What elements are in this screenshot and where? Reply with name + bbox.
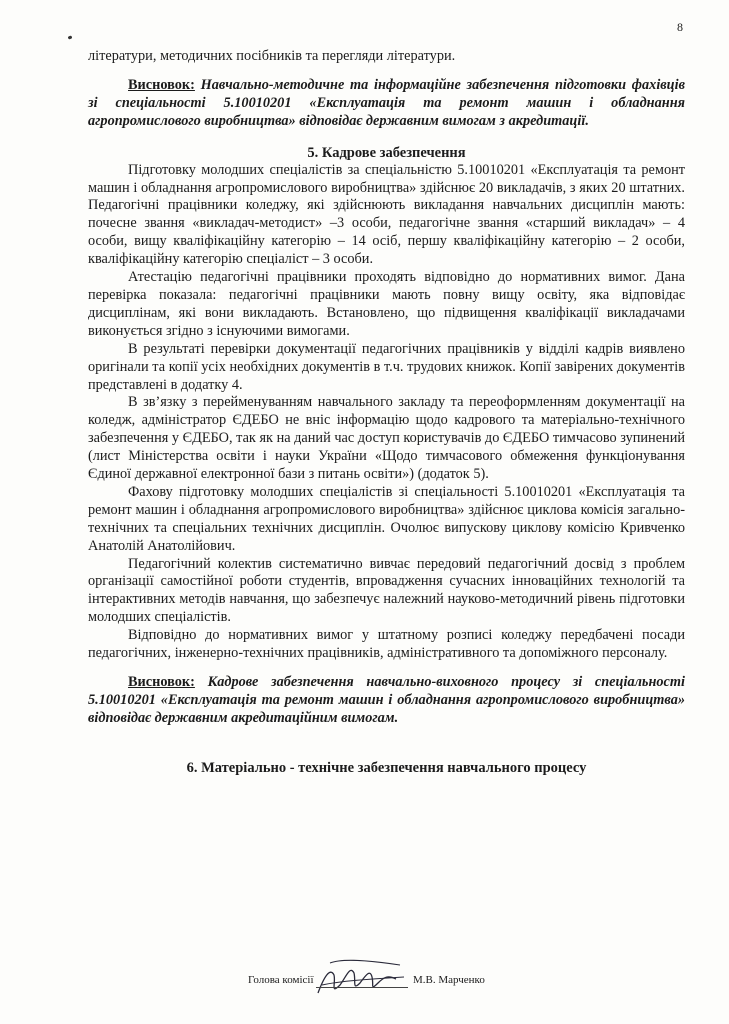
conclusion-label: Висновок: <box>128 674 195 690</box>
paragraph-documents-check: В результаті перевірки документації педагогічних працівників у відділі кадрів виявлено оригінали та копії усіх необхідних документів в т.ч. трудових книжок. Копії завірених документів представлені в додатку 4. <box>88 340 685 393</box>
conclusion-text: Кадрове забезпечення навчально-виховного процесу зі спеціальності 5.10010201 «Експлуатація та ремонт машин і обладнання агропромислового виробництва» відповідає державним акредитаційним вимогам. <box>88 674 685 726</box>
conclusion-educational-support <box>88 77 685 131</box>
page-number: 8 <box>677 20 683 34</box>
signer-name: М.В. Марченко <box>413 974 485 986</box>
handwritten-signature <box>300 955 420 1005</box>
paragraph-pedagogical-team: Педагогічний колектив систематично вивчає передовий педагогічний досвід з проблем організації самостійної роботи студентів, впровадження сучасних інноваційних технологій та інтерактивних методів навчання, що забезпечує належний науково-методичний рівень підготовки молодших спеціалістів. <box>88 555 685 626</box>
document-body <box>88 48 685 777</box>
paragraph-staff-count: Підготовку молодших спеціалістів за спеціальністю 5.10010201 «Експлуатація та ремонт машин і обладнання агропромислового виробництва» здійснює 20 викладачів, з яких 20 штатних. Педагогічні працівники коледжу, які здійснюють викладання навчальних дисциплін мають: почесне звання «викладач-методист» –3 особи, педагогічне звання «старший викладач» – 4 особи, вищу кваліфікаційну категорію – 14 осіб, першу кваліфікаційну категорію – 2 особи, кваліфікаційну категорію спеціаліст – 3 особи. <box>88 161 685 268</box>
paragraph-cycle-commission: Фахову підготовку молодших спеціалістів зі спеціальності 5.10010201 «Експлуатація та ремонт машин і обладнання агропромислового виробництва» здійснює циклова комісія загально-технічних та спеціальних технічних дисциплін. Очолює випускову циклову комісію Кривченко Анатолій Анатолійович. <box>88 483 685 554</box>
section-title-staffing: 5. Кадрове забезпечення <box>307 144 466 161</box>
paragraph-continuation: літератури, методичних посібників та перегляди літератури. <box>88 48 456 64</box>
conclusion-staffing <box>88 674 685 728</box>
signature-line <box>316 987 408 988</box>
scan-speck <box>68 35 73 39</box>
signer-role: Голова комісії <box>248 974 314 986</box>
paragraph-staff-positions: Відповідно до нормативних вимог у штатному розписі коледжу передбачені посади педагогічних, інженерно-технічних працівників, адміністративного та допоміжного персоналу. <box>88 627 685 662</box>
conclusion-label: Висновок: <box>128 76 195 93</box>
paragraph-attestation: Атестацію педагогічні працівники проходять відповідно до нормативних вимог. Дана перевірка показала: педагогічні працівники мають повну вищу освіту, яка відповідає дисциплінам, які вони викладають. Встановлено, що підвищення кваліфікації викладачами виконується згідно з існуючими вимогами. <box>88 269 685 339</box>
paragraph-edebo: В зв’язку з перейменуванням навчального закладу та переоформленням документації на коледж, адміністратор ЄДЕБО не вніс інформацію щодо кадрового та матеріально-технічного забезпечення у ЄДЕБО, так як на даний час доступ користувачів до ЄДЕБО тимчасово зупинений (лист Міністерства освіти і науки України «Щодо тимчасового обмеження функціонування Єдиної державної електронної бази з питань освіти») (додаток 5). <box>88 394 685 483</box>
section-title-material-support: 6. Матеріально - технічне забезпечення навчального процесу <box>186 759 587 776</box>
conclusion-text: Навчально-методичне та інформаційне забезпечення підготовки фахівців зі спеціальності 5.10010201 «Експлуатація та ремонт машин і обладнання агропромислового виробництва» відповідає державним вимогам з акредитації. <box>88 76 685 129</box>
